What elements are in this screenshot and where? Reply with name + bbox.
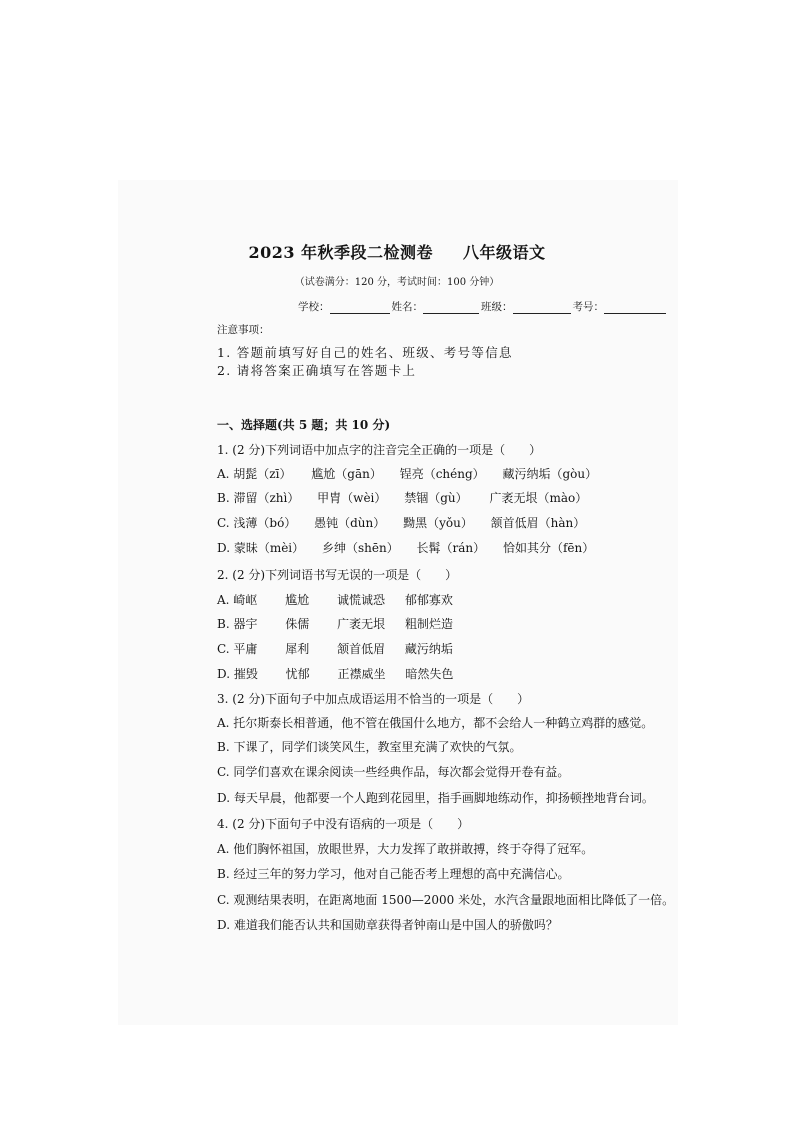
option-d: D. 难道我们能否认共和国勋章获得者钟南山是中国人的骄傲吗？ <box>217 918 558 932</box>
section-title: 一、选择题(共 5 题；共 10 分) <box>217 418 391 432</box>
option-text: C. 浅薄（bó） <box>217 516 297 530</box>
student-info-row <box>298 299 668 314</box>
school-blank[interactable] <box>330 301 390 314</box>
option-text: 暗然失色 <box>405 667 454 681</box>
exam-title: 2023 年秋季段二检测卷 <box>248 243 434 262</box>
school-label: 学校： <box>298 301 330 313</box>
option-text: 恰如其分（fēn） <box>502 541 595 555</box>
option-b <box>217 615 453 632</box>
page-title <box>0 240 794 263</box>
option-b: B. 经过三年的努力学习，他对自己能否考上理想的高中充满信心。 <box>217 867 570 881</box>
notice-item: 1. 答题前填写好自己的姓名、班级、考号等信息 <box>217 345 513 360</box>
option-c <box>217 640 453 657</box>
option-text: 藏污纳垢 <box>404 642 453 656</box>
option-c: C. 观测结果表明，在距离地面 1500—2000 米处，水汽含量跟地面相比降低了一倍。 <box>217 893 675 907</box>
option-c: C. 同学们喜欢在课余阅读一些经典作品，每次都会觉得开卷有益。 <box>217 765 570 779</box>
option-text: 广袤无垠 <box>337 617 386 631</box>
class-label: 班级： <box>481 301 513 313</box>
option-text: B. 器宇 <box>217 617 258 631</box>
option-text: 正襟威坐 <box>337 667 386 681</box>
option-text: D. 摧毁 <box>217 667 258 681</box>
exam-info: （试卷满分：120 分，考试时间：100 分钟） <box>294 277 500 288</box>
option-text: 黝黑（yǒu） <box>403 516 473 530</box>
option-d: D. 每天早晨，他都要一个人跑到花园里，指手画脚地练动作，抑扬顿挫地背台词。 <box>217 791 654 805</box>
option-text: 藏污纳垢（gòu） <box>502 467 598 481</box>
option-b: B. 下课了，同学们谈笑风生，教室里充满了欢快的气氛。 <box>217 740 522 754</box>
notice-item: 2. 请将答案正确填写在答题卡上 <box>217 363 417 378</box>
option-text: C. 平庸 <box>217 642 258 656</box>
option-a <box>217 465 597 482</box>
question-stem: 1. (2 分)下列词语中加点字的注音完全正确的一项是（ ） <box>217 443 542 457</box>
question-stem: 4. (2 分)下面句子中没有语病的一项是（ ） <box>217 817 470 831</box>
option-text: 诚慌诚恐 <box>336 593 385 607</box>
option-text: 粗制烂造 <box>404 617 453 631</box>
exam-no-label: 考号： <box>572 301 604 313</box>
option-text: 尴尬 <box>285 593 310 607</box>
option-text: 甲胄（wèi） <box>317 491 387 505</box>
option-text: 锃亮（chéng） <box>399 467 485 481</box>
grade-subject: 八年级语文 <box>463 243 546 262</box>
option-text: 犀利 <box>285 642 310 656</box>
option-text: A. 胡髭（zī） <box>217 467 292 481</box>
option-c <box>217 514 585 531</box>
option-text: 尴尬（gān） <box>311 467 382 481</box>
option-text: 长髯（rán） <box>416 541 486 555</box>
option-a: A. 他们胸怀祖国，放眼世界，大力发挥了敢拼敢搏，终于夺得了冠军。 <box>217 842 594 856</box>
option-text: 忧郁 <box>285 667 310 681</box>
option-text: 广袤无垠（mào） <box>489 491 588 505</box>
option-text: 侏儒 <box>285 617 310 631</box>
option-text: 愚钝（dùn） <box>314 516 386 530</box>
name-label: 姓名： <box>391 301 423 313</box>
question-stem: 2. (2 分)下列词语书写无误的一项是（ ） <box>217 568 458 582</box>
option-text: A. 崎岖 <box>217 593 258 607</box>
option-b <box>217 489 587 506</box>
name-blank[interactable] <box>423 301 479 314</box>
option-d <box>217 665 453 682</box>
option-d <box>217 539 594 556</box>
option-text: 禁锢（gù） <box>404 491 468 505</box>
option-text: 郁郁寡欢 <box>404 593 453 607</box>
option-text: B. 滞留（zhì） <box>217 491 300 505</box>
question-stem: 3. (2 分)下面句子中加点成语运用不恰当的一项是（ ） <box>217 692 530 706</box>
option-text: 颔首低眉（hàn） <box>490 516 586 530</box>
exam-no-blank[interactable] <box>604 301 666 314</box>
option-text: D. 蒙昧（mèi） <box>217 541 305 555</box>
option-a: A. 托尔斯泰长相普通，他不管在俄国什么地方，都不会给人一种鹤立鸡群的感觉。 <box>217 716 654 730</box>
option-text: 颔首低眉 <box>337 642 386 656</box>
class-blank[interactable] <box>513 301 571 314</box>
option-text: 乡绅（shēn） <box>321 541 399 555</box>
notice-label: 注意事项： <box>217 324 270 336</box>
option-a <box>217 591 453 608</box>
